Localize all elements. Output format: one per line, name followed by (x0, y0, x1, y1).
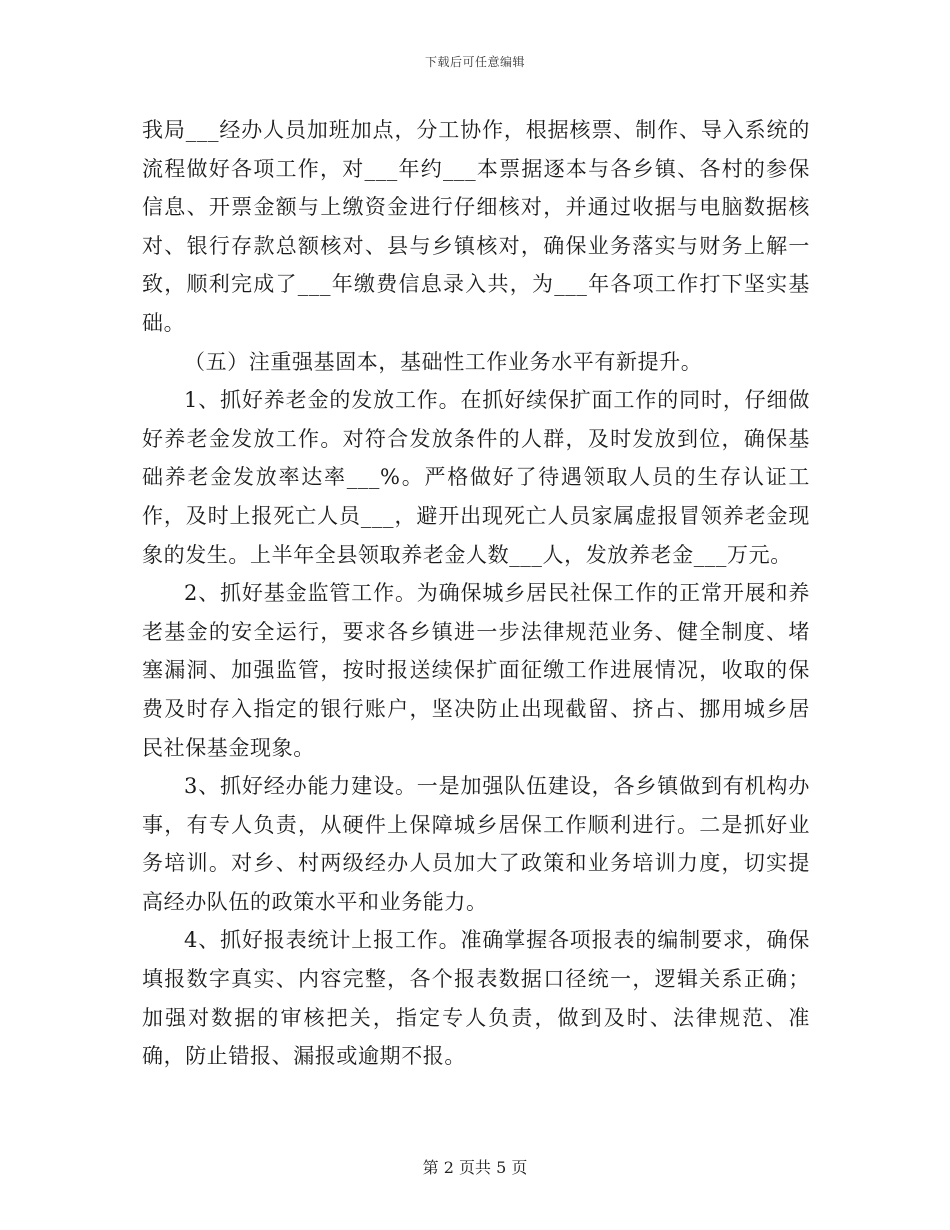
paragraph-report-statistics: 4、抓好报表统计上报工作。准确掌握各项报表的编制要求，确保填报数字真实、内容完整，各个报表数据口径统一，逻辑关系正确；加强对数据的审核把关，指定专人负责，做到及时、法律规范、准确，防止错报、漏报或逾期不报。 (142, 928, 810, 1069)
page-header: 下载后可任意编辑 (424, 55, 525, 69)
paragraph-continuation: 我局___经办人员加班加点，分工协作，根据核票、制作、导入系统的流程做好各项工作，对___年约___本票据逐本与各乡镇、各村的参保信息、开票金额与上缴资金进行仔细核对，并通过收据与电脑数据核对、银行存款总额核对、县与乡镇核对，确保业务落实与财务上解一致，顺利完成了___年缴费信息录入共，为___年各项工作打下坚实基础。 (142, 118, 810, 335)
paragraph-capacity-building: 3、抓好经办能力建设。一是加强队伍建设，各乡镇做到有机构办事，有专人负责，从硬件上保障城乡居保工作顺利进行。二是抓好业务培训。对乡、村两级经办人员加大了政策和业务培训力度，切实提高经办队伍的政策水平和业务能力。 (142, 774, 810, 914)
paragraph-pension-payment: 1、抓好养老金的发放工作。在抓好续保扩面工作的同时，仔细做好养老金发放工作。对符合发放条件的人群，及时发放到位，确保基础养老金发放率达率___%。严格做好了待遇领取人员的生存认证工作，及时上报死亡人员___，避开出现死亡人员家属虚报冒领养老金现象的发生。上半年全县领取养老金人数___人，发放养老金___万元。 (142, 388, 810, 567)
section-heading: （五）注重强基固本，基础性工作业务水平有新提升。 (184, 349, 703, 374)
document-body (142, 111, 810, 1076)
paragraph-fund-supervision: 2、抓好基金监管工作。为确保城乡居民社保工作的正常开展和养老基金的安全运行，要求各乡镇进一步法律规范业务、健全制度、堵塞漏洞、加强监管，按时报送续保扩面征缴工作进展情况，收取的保费及时存入指定的银行账户，坚决防止出现截留、挤占、挪用城乡居民社保基金现象。 (142, 581, 810, 760)
page-number: 第 2 页共 5 页 (422, 1158, 528, 1177)
